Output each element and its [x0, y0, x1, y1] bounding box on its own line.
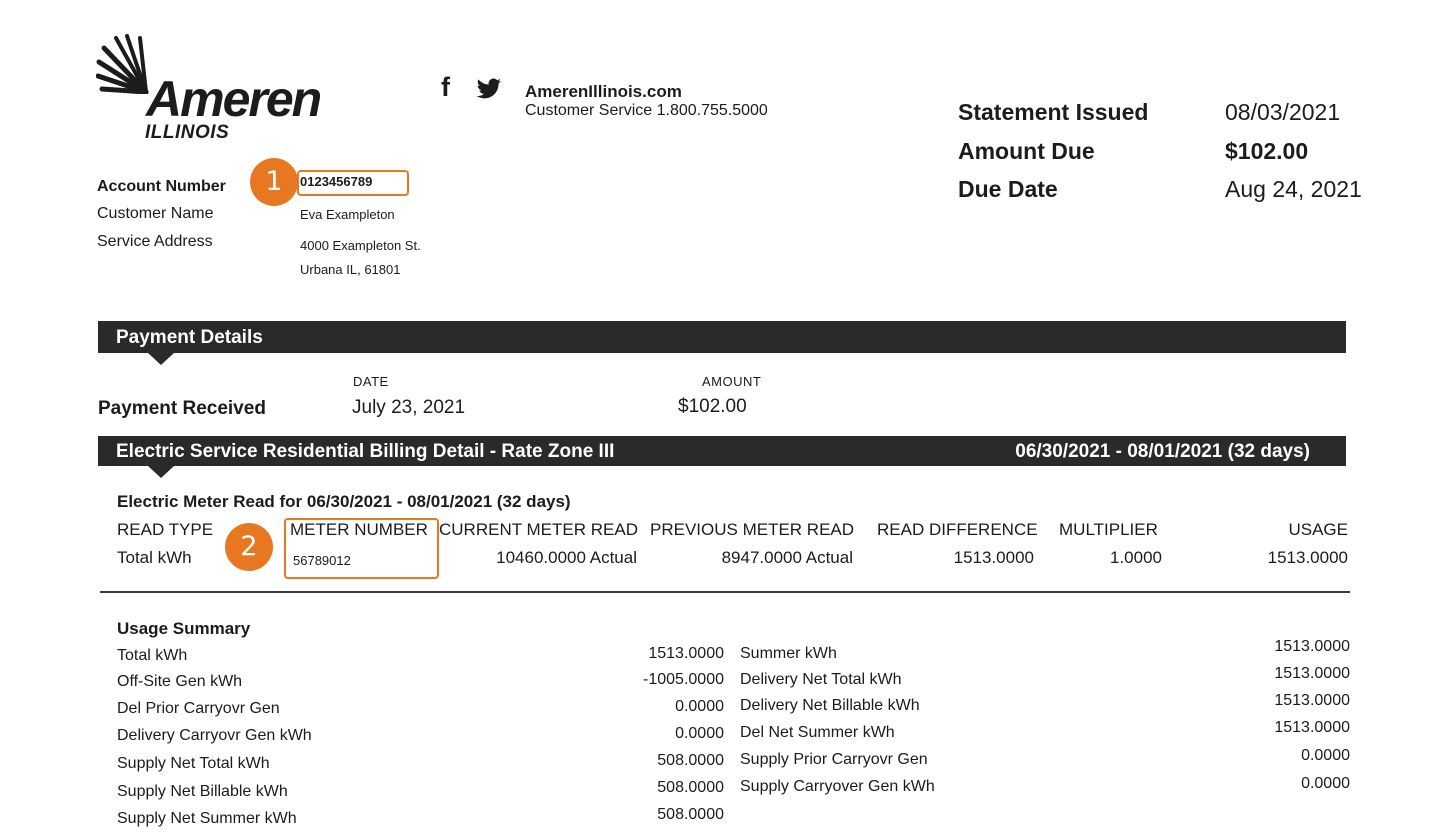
cell-current-read: 10460.0000 Actual: [496, 548, 637, 567]
usage-right-label: Delivery Net Total kWh: [740, 671, 902, 688]
payment-details-title: Payment Details: [116, 327, 263, 348]
cell-multiplier: 1.0000: [1110, 548, 1162, 567]
usage-right-label: Del Net Summer kWh: [740, 724, 895, 741]
payment-date-header: DATE: [353, 374, 389, 389]
cell-read-type: Total kWh: [117, 548, 192, 567]
usage-left-label: Supply Net Summer kWh: [117, 810, 297, 827]
payment-amount-value: $102.00: [678, 396, 747, 417]
usage-left-label: Total kWh: [117, 647, 188, 664]
account-number-label: Account Number: [97, 178, 226, 195]
col-header-current-read: CURRENT METER READ: [439, 520, 638, 539]
cell-meter-number: 56789012: [293, 553, 351, 568]
account-number-highlight: [297, 170, 409, 196]
usage-right-label: Summer kWh: [740, 645, 837, 662]
cell-usage: 1513.0000: [1267, 548, 1348, 567]
col-header-read-difference: READ DIFFERENCE: [877, 520, 1038, 539]
col-header-usage: USAGE: [1288, 520, 1348, 539]
callout-badge-1: 1: [250, 158, 298, 206]
due-date-label: Due Date: [958, 176, 1058, 202]
col-header-read-type: READ TYPE: [117, 520, 214, 539]
electric-service-header: [98, 436, 1346, 466]
payment-amount-header: AMOUNT: [702, 374, 762, 389]
usage-right-value: 0.0000: [1301, 775, 1350, 792]
usage-right-value: 1513.0000: [1274, 638, 1350, 655]
electric-service-title: Electric Service Residential Billing Detail - Rate Zone III: [116, 441, 615, 462]
meter-read-title: Electric Meter Read for 06/30/2021 - 08/01/2021 (32 days): [117, 492, 571, 511]
service-address-label: Service Address: [97, 233, 213, 250]
customer-name-label: Customer Name: [97, 205, 214, 222]
customer-name-value: Eva Exampleton: [300, 207, 395, 222]
usage-left-value: 0.0000: [675, 698, 724, 715]
usage-right-value: 0.0000: [1301, 747, 1350, 764]
account-number-value: 0123456789: [300, 174, 373, 189]
usage-left-label: Supply Net Total kWh: [117, 755, 270, 772]
usage-right-label: Supply Prior Carryovr Gen: [740, 751, 928, 768]
logo-brand-text: Ameren: [146, 71, 321, 127]
callout-badge-2: 2: [225, 523, 273, 571]
facebook-icon[interactable]: f: [441, 72, 450, 102]
billing-period: 06/30/2021 - 08/01/2021 (32 days): [1015, 441, 1310, 462]
col-header-previous-read: PREVIOUS METER READ: [650, 520, 855, 539]
cell-read-difference: 1513.0000: [953, 548, 1034, 567]
usage-left-value: 508.0000: [657, 779, 724, 796]
payment-date-value: July 23, 2021: [352, 397, 466, 418]
usage-left-label: Supply Net Billable kWh: [117, 783, 288, 800]
section-divider: [100, 591, 1350, 593]
service-address-line2: Urbana IL, 61801: [300, 262, 401, 277]
usage-left-value: -1005.0000: [643, 671, 724, 688]
usage-left-label: Delivery Carryovr Gen kWh: [117, 727, 312, 744]
col-header-multiplier: MULTIPLIER: [1059, 520, 1158, 539]
usage-right-value: 1513.0000: [1274, 665, 1350, 682]
usage-right-value: 1513.0000: [1274, 719, 1350, 736]
payment-details-notch: [148, 353, 174, 365]
electric-service-notch: [148, 466, 174, 478]
logo-region-text: ILLINOIS: [145, 122, 230, 143]
due-date-value: Aug 24, 2021: [1225, 176, 1362, 202]
col-header-meter-number: METER NUMBER: [290, 520, 428, 539]
usage-left-value: 508.0000: [657, 806, 724, 823]
usage-left-label: Del Prior Carryovr Gen: [117, 700, 280, 717]
twitter-icon[interactable]: [476, 78, 502, 100]
statement-issued-label: Statement Issued: [958, 99, 1149, 125]
usage-left-label: Off-Site Gen kWh: [117, 673, 243, 690]
amount-due-label: Amount Due: [958, 138, 1095, 164]
statement-issued-value: 08/03/2021: [1225, 99, 1341, 125]
usage-right-label: Supply Carryover Gen kWh: [740, 778, 935, 795]
usage-right-label: Delivery Net Billable kWh: [740, 697, 920, 714]
meter-number-highlight: [284, 518, 439, 579]
payment-details-header: [98, 321, 1346, 353]
usage-left-value: 508.0000: [657, 752, 724, 769]
website-link[interactable]: AmerenIllinois.com: [525, 82, 682, 101]
service-address-line1: 4000 Exampleton St.: [300, 238, 421, 253]
cell-previous-read: 8947.0000 Actual: [721, 548, 853, 567]
payment-received-label: Payment Received: [98, 398, 266, 419]
usage-summary-title: Usage Summary: [117, 619, 251, 638]
customer-service-phone: Customer Service 1.800.755.5000: [525, 102, 768, 119]
usage-left-value: 0.0000: [675, 725, 724, 742]
amount-due-value: $102.00: [1225, 138, 1309, 164]
usage-left-value: 1513.0000: [648, 645, 724, 662]
usage-right-value: 1513.0000: [1274, 692, 1350, 709]
